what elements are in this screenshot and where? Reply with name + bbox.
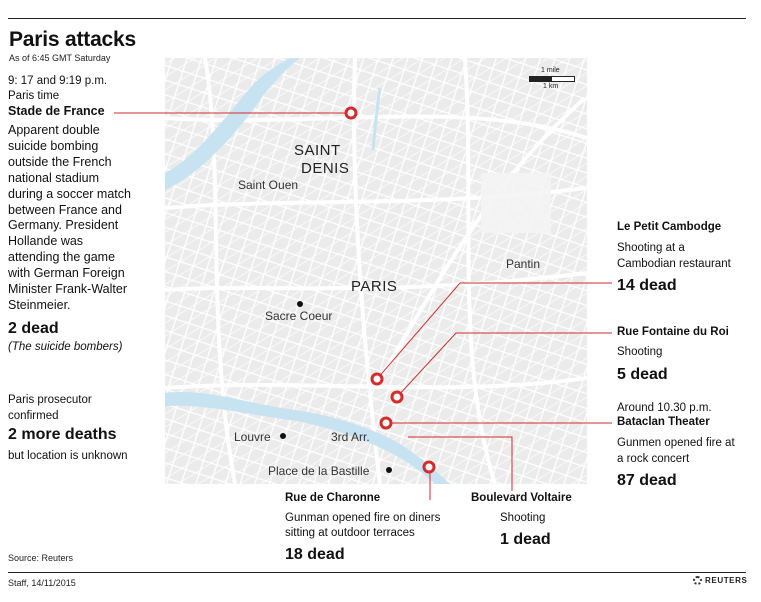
stade-marker bbox=[346, 108, 356, 118]
stade-description bbox=[8, 123, 158, 314]
cambodge-desc-1: Shooting at a bbox=[617, 242, 685, 254]
stade-desc-line: Hollande was bbox=[8, 234, 84, 249]
charonne-desc-1: Gunman opened fire on diners bbox=[285, 512, 441, 524]
bataclan-desc-2: a rock concert bbox=[617, 453, 690, 465]
bataclan-marker bbox=[381, 418, 391, 428]
voltaire-desc: Shooting bbox=[500, 512, 546, 524]
voltaire-name: Boulevard Voltaire bbox=[471, 492, 572, 504]
bottom-rule bbox=[8, 572, 746, 573]
voltaire-dead-count: 1 dead bbox=[500, 531, 551, 548]
reuters-logo-icon bbox=[693, 576, 702, 585]
map-label-saint-ouen: Saint Ouen bbox=[238, 178, 299, 192]
stade-dead-count: 2 dead bbox=[8, 320, 59, 337]
stade-desc-line: national stadium bbox=[8, 170, 100, 185]
as-of-text: As of 6:45 GMT Saturday bbox=[9, 53, 111, 63]
map-label-sacre-coeur: Sacre Coeur bbox=[265, 309, 333, 323]
stade-name: Stade de France bbox=[8, 104, 105, 118]
cambodge-leader-line bbox=[377, 283, 612, 379]
map-label-saint: SAINT bbox=[294, 142, 341, 159]
source-text: Source: Reuters bbox=[8, 553, 74, 563]
prosecutor-line-1: Paris prosecutor bbox=[8, 394, 92, 406]
scale-mile-label: 1 mile bbox=[541, 67, 560, 74]
stade-note: (The suicide bombers) bbox=[8, 341, 123, 353]
bataclan-name: Bataclan Theater bbox=[617, 416, 710, 428]
map-label-denis: DENIS bbox=[301, 160, 350, 177]
stade-desc-line: suicide bombing bbox=[8, 138, 99, 153]
cambodge-name: Le Petit Cambodge bbox=[617, 221, 722, 233]
page-title: Paris attacks bbox=[9, 28, 136, 51]
credit-text: Staff, 14/11/2015 bbox=[8, 578, 76, 588]
bataclan-time: Around 10.30 p.m. bbox=[617, 402, 712, 414]
fontaine-name: Rue Fontaine du Roi bbox=[617, 326, 729, 338]
reuters-logo-text: REUTERS bbox=[705, 576, 748, 585]
bataclan-desc-1: Gunmen opened fire at bbox=[617, 437, 735, 449]
charonne-name: Rue de Charonne bbox=[285, 492, 381, 504]
stade-desc-line: with German Foreign bbox=[8, 266, 125, 281]
prosecutor-deaths: 2 more deaths bbox=[8, 426, 117, 443]
map-label-pantin: Pantin bbox=[506, 257, 541, 271]
map-label-3rd-arr: 3rd Arr. bbox=[331, 430, 370, 444]
cambodge-dead-count: 14 dead bbox=[617, 277, 677, 294]
map-label-louvre: Louvre bbox=[234, 430, 271, 444]
stade-desc-line: attending the game bbox=[8, 250, 116, 265]
map-label-bastille: Place de la Bastille bbox=[268, 464, 370, 478]
reuters-logo bbox=[693, 576, 747, 585]
fontaine-marker bbox=[392, 392, 402, 402]
scale-km-label: 1 km bbox=[543, 83, 559, 90]
prosecutor-line-3: but location is unknown bbox=[8, 450, 128, 462]
charonne-dead-count: 18 dead bbox=[285, 546, 345, 563]
stade-desc-line: during a soccer match bbox=[8, 186, 131, 201]
stade-desc-line: between France and bbox=[8, 202, 122, 217]
charonne-marker bbox=[424, 462, 434, 472]
cambodge-desc-2: Cambodian restaurant bbox=[617, 258, 731, 270]
fontaine-desc: Shooting bbox=[617, 346, 663, 358]
stade-desc-line: outside the French bbox=[8, 154, 112, 169]
map-label-paris: PARIS bbox=[351, 278, 398, 295]
cambodge-marker bbox=[372, 374, 382, 384]
charonne-desc-2: sitting at outdoor terraces bbox=[285, 527, 415, 539]
stade-desc-line: Germany. President bbox=[8, 218, 119, 233]
stade-desc-line: Apparent double bbox=[8, 123, 100, 137]
stade-desc-line: Steinmeier. bbox=[8, 297, 71, 312]
fontaine-leader-line bbox=[397, 333, 612, 397]
bataclan-dead-count: 87 dead bbox=[617, 472, 677, 489]
stade-desc-line: Minister Frank-Walter bbox=[8, 282, 127, 297]
prosecutor-line-2: confirmed bbox=[8, 410, 59, 422]
stade-time-zone: Paris time bbox=[8, 90, 60, 102]
fontaine-dead-count: 5 dead bbox=[617, 366, 668, 383]
stade-time: 9: 17 and 9:19 p.m. bbox=[8, 75, 108, 87]
